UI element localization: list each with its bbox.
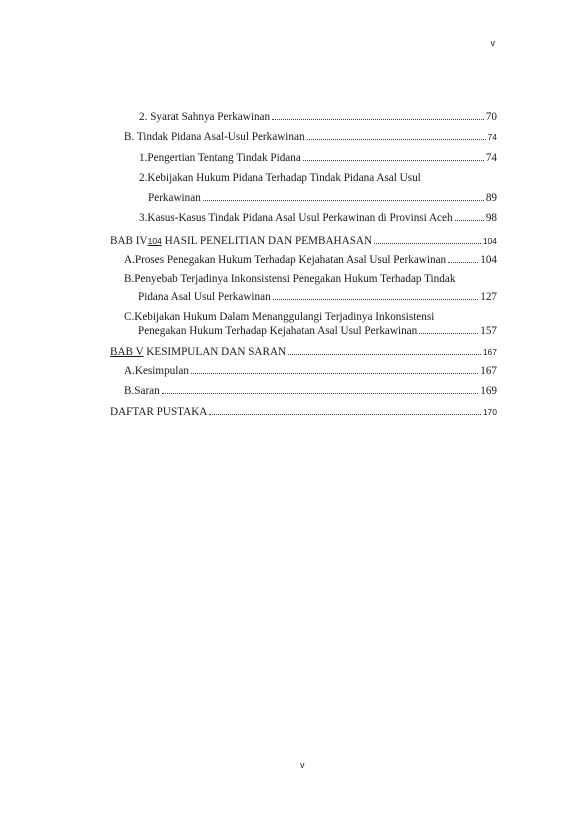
leader-dots — [419, 324, 478, 334]
toc-entry-page: 70 — [485, 111, 497, 123]
toc-entry-syarat-sahnya-perkawinan[interactable] — [139, 110, 497, 124]
toc-entry-saran[interactable] — [124, 384, 497, 398]
toc-entry-penyebab-line2[interactable] — [138, 290, 497, 304]
chapter-title: HASIL PENELITIAN DAN PEMBAHASAN — [161, 235, 373, 247]
toc-entry-kebijakan-hukum-line1[interactable]: 2.Kebijakan Hukum Pidana Terhadap Tindak Pidana Asal Usul — [139, 172, 421, 184]
leader-dots — [455, 211, 484, 221]
toc-entry-page: 167 — [482, 347, 497, 357]
toc-entry-page: 74 — [487, 132, 497, 142]
leader-dots — [307, 130, 486, 140]
leader-dots — [272, 110, 484, 120]
leader-dots — [303, 151, 484, 161]
toc-entry-title: 2. Syarat Sahnya Perkawinan — [139, 111, 271, 123]
toc-entry-bab-v[interactable] — [110, 345, 497, 359]
toc-entry-kebijakan-menanggulangi-line1[interactable]: C.Kebijakan Hukum Dalam Menanggulangi Terjadinya Inkonsistensi — [124, 311, 435, 323]
toc-entry-kebijakan-menanggulangi-line2[interactable] — [138, 324, 497, 338]
footer-page-number: v — [300, 760, 305, 770]
toc-entry-kasus-kasus[interactable] — [139, 211, 497, 225]
toc-entry-title: Perkawinan — [148, 192, 201, 204]
toc-entry-title — [110, 345, 286, 359]
toc-entry-title: Penegakan Hukum Terhadap Kejahatan Asal Usul Perkawinan — [138, 325, 418, 337]
toc-entry-page: 98 — [485, 212, 497, 224]
toc-entry-tindak-pidana-asal-usul[interactable] — [124, 130, 497, 144]
toc-entry-page: 157 — [480, 325, 497, 337]
leader-dots — [273, 290, 479, 300]
toc-entry-page: 89 — [485, 192, 497, 204]
chapter-label: BAB V — [110, 346, 144, 358]
toc-entry-bab-iv[interactable] — [110, 234, 497, 248]
toc-entry-title: A.Kesimpulan — [124, 365, 189, 377]
toc-entry-title — [110, 234, 372, 248]
toc-entry-page: 167 — [480, 365, 497, 377]
toc-entry-title: B.Saran — [124, 385, 160, 397]
leader-dots — [191, 364, 478, 374]
chapter-label: BAB IV — [110, 235, 148, 247]
leader-dots — [288, 345, 481, 355]
toc-entry-title: 3.Kasus-Kasus Tindak Pidana Asal Usul Perkawinan di Provinsi Aceh — [139, 212, 453, 224]
leader-dots — [374, 234, 481, 244]
leader-dots — [162, 384, 478, 394]
toc-entry-title: DAFTAR PUSTAKA — [110, 406, 208, 418]
toc-entry-daftar-pustaka[interactable] — [110, 405, 497, 419]
toc-entry-title: Pidana Asal Usul Perkawinan — [138, 291, 271, 303]
leader-dots — [203, 191, 484, 201]
chapter-title: KESIMPULAN DAN SARAN — [143, 346, 287, 358]
toc-entry-page: 170 — [482, 407, 497, 417]
toc-entry-title: B. Tindak Pidana Asal-Usul Perkawinan — [124, 131, 305, 143]
leader-dots — [448, 253, 478, 263]
inline-page-ref: 104 — [147, 236, 162, 246]
leader-dots — [209, 405, 480, 415]
toc-entry-kesimpulan[interactable] — [124, 364, 497, 378]
toc-entry-proses-penegakan[interactable] — [124, 253, 497, 267]
toc-entry-kebijakan-hukum-line2[interactable] — [148, 191, 497, 205]
toc-entry-title: 1.Pengertian Tentang Tindak Pidana — [139, 152, 301, 164]
toc-entry-penyebab-line1[interactable]: B.Penyebab Terjadinya Inkonsistensi Penegakan Hukum Terhadap Tindak — [124, 273, 456, 285]
toc-entry-page: 104 — [480, 254, 497, 266]
header-page-number: v — [490, 38, 495, 48]
toc-entry-title: A.Proses Penegakan Hukum Terhadap Kejahatan Asal Usul Perkawinan — [124, 254, 447, 266]
toc-entry-page: 104 — [482, 236, 497, 246]
toc-entry-page: 169 — [480, 385, 497, 397]
toc-entry-page: 74 — [485, 152, 497, 164]
toc-entry-pengertian-tindak-pidana[interactable] — [139, 151, 497, 165]
toc-entry-page: 127 — [480, 291, 497, 303]
